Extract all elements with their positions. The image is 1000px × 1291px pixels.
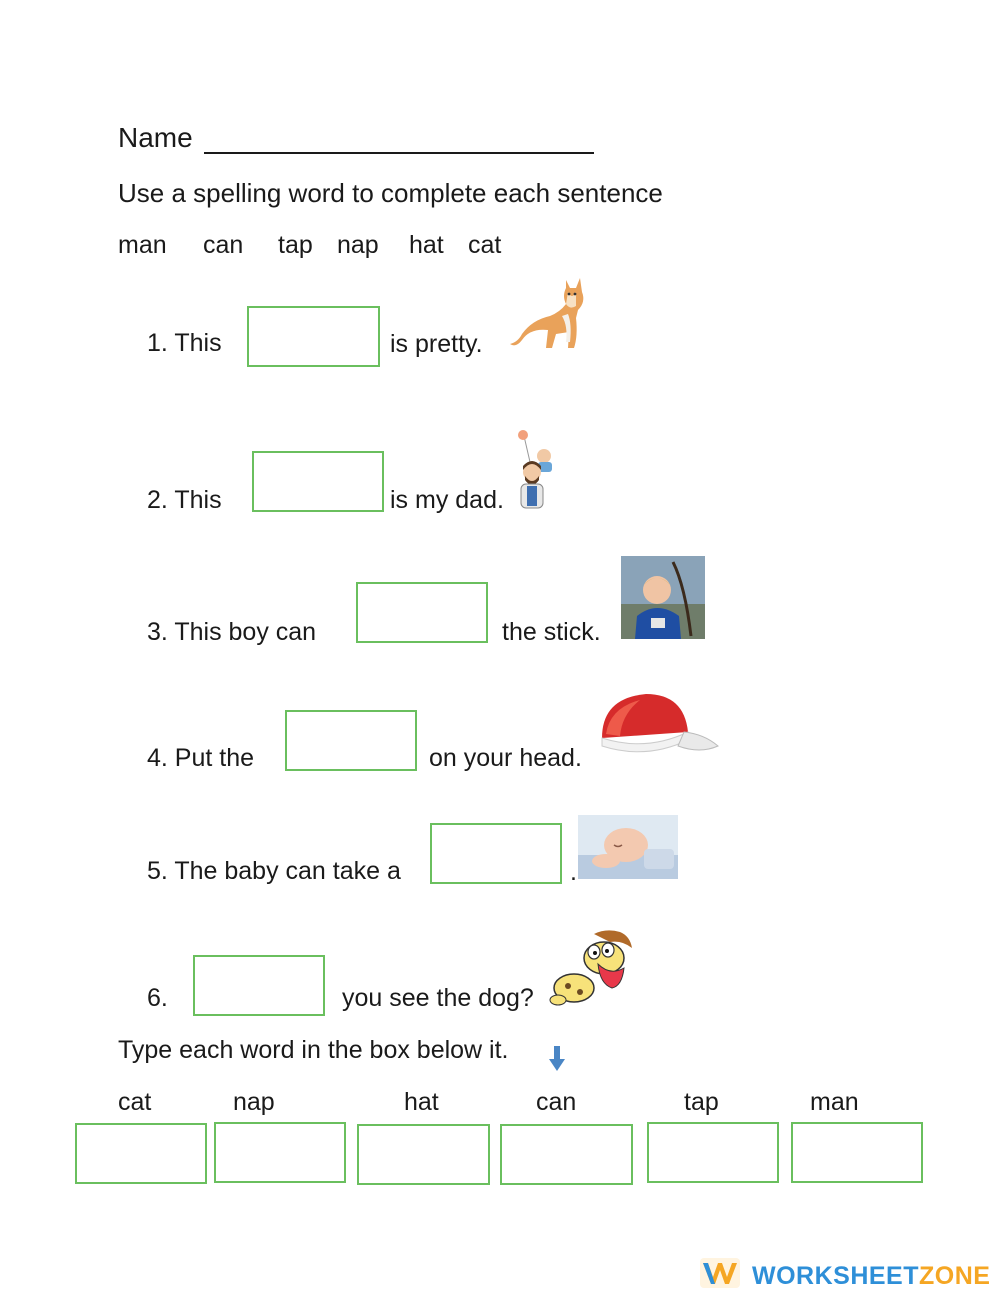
red-cap-image — [596, 690, 720, 766]
question-text: is pretty. — [390, 330, 483, 358]
typing-box-tap[interactable] — [647, 1122, 779, 1183]
typing-word: tap — [684, 1088, 719, 1116]
answer-box-5[interactable] — [430, 823, 562, 884]
answer-box-1[interactable] — [247, 306, 380, 367]
word-bank-item: cat — [468, 231, 502, 259]
answer-box-3[interactable] — [356, 582, 488, 643]
cartoon-dog-image — [548, 926, 640, 1010]
answer-box-6[interactable] — [193, 955, 325, 1016]
typing-box-cat[interactable] — [75, 1123, 207, 1184]
instruction-text: Use a spelling word to complete each sentence — [118, 178, 663, 208]
question-text: is my dad. — [390, 486, 504, 514]
question-text: . — [570, 858, 577, 886]
question-number: 5. The baby can take a — [147, 857, 401, 885]
name-label: Name — [118, 122, 193, 153]
down-arrow-icon — [549, 1046, 565, 1072]
question-text: you see the dog? — [342, 984, 534, 1012]
name-line[interactable] — [204, 128, 594, 154]
typing-box-nap[interactable] — [214, 1122, 346, 1183]
question-number: 1. This — [147, 329, 222, 357]
question-number: 6. — [147, 984, 168, 1012]
typing-box-can[interactable] — [500, 1124, 633, 1185]
boy-with-stick-image — [621, 556, 705, 639]
brand-name-part2: ZONE — [919, 1262, 991, 1290]
word-bank-item: hat — [409, 231, 444, 259]
word-bank-item: tap — [278, 231, 313, 259]
typing-word: cat — [118, 1088, 152, 1116]
worksheetzone-logo-icon — [700, 1258, 740, 1288]
question-text: on your head. — [429, 744, 582, 772]
sleeping-baby-image — [578, 815, 678, 879]
typing-box-man[interactable] — [791, 1122, 923, 1183]
question-number: 4. Put the — [147, 744, 255, 772]
dad-with-child-image — [508, 428, 558, 510]
typing-instruction: Type each word in the box below it. — [118, 1036, 509, 1064]
question-number: 2. This — [147, 486, 222, 514]
answer-box-2[interactable] — [252, 451, 384, 512]
question-number: 3. This boy can — [147, 618, 317, 646]
brand-name-part1: WORKSHEET — [752, 1262, 919, 1290]
cat-image — [506, 276, 590, 354]
typing-box-hat[interactable] — [357, 1124, 490, 1185]
question-text: the stick. — [502, 618, 601, 646]
typing-word: hat — [404, 1088, 439, 1116]
word-bank-item: can — [203, 231, 244, 259]
word-bank-item: nap — [337, 231, 379, 259]
word-bank-item: man — [118, 231, 167, 259]
answer-box-4[interactable] — [285, 710, 417, 771]
typing-word: nap — [233, 1088, 275, 1116]
brand-name — [752, 1262, 990, 1291]
typing-word: can — [536, 1088, 577, 1116]
typing-word: man — [810, 1088, 859, 1116]
